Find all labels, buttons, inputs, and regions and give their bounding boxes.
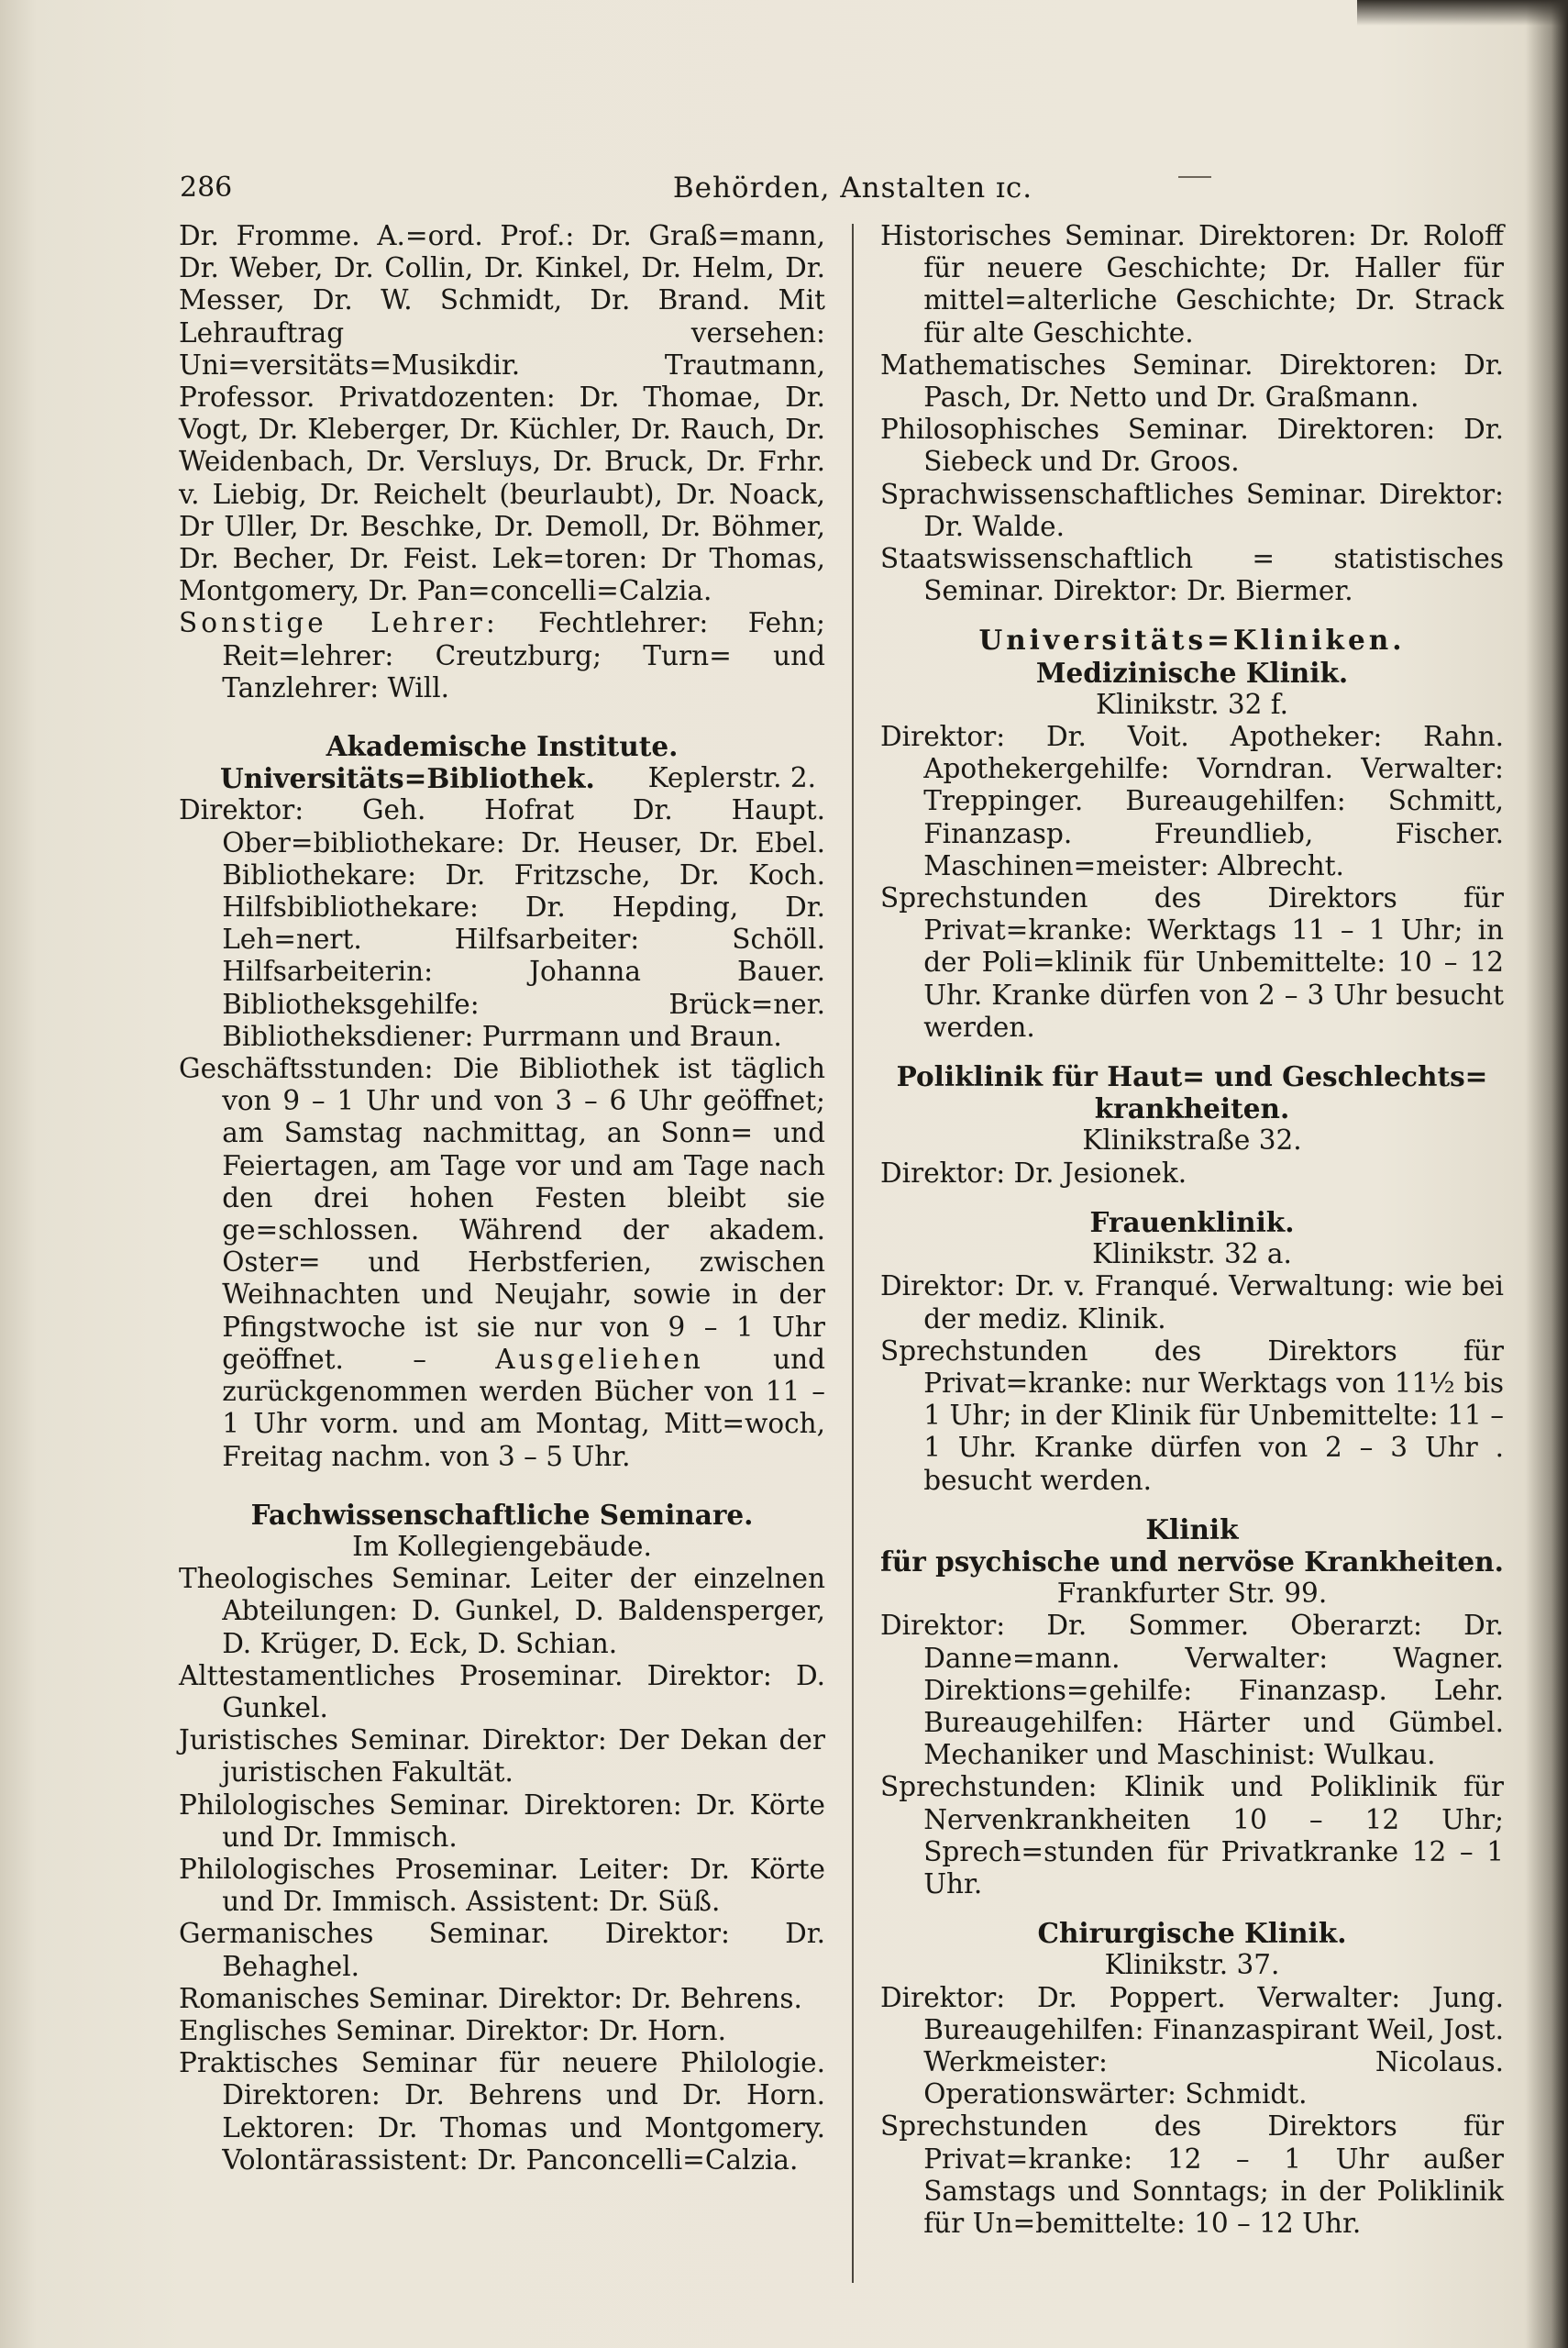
clinic-staff: Direktor: Dr. Sommer. Oberarzt: Dr. Danne=mann. Verwalter: Wagner. Direktions=gehilfe: Finanzasp. Lehr. Bureaugehilfen: Härter und Gümbel. Mechaniker und Maschinist: Wulkau.: [880, 1610, 1504, 1771]
seminar-entry: Historisches Seminar. Direktoren: Dr. Roloff für neuere Geschichte; Dr. Haller für mittel=alterliche Geschichte; Dr. Strack für alte Geschichte.: [880, 220, 1504, 349]
seminar-entry: Philosophisches Seminar. Direktoren: Dr. Siebeck und Dr. Groos.: [880, 414, 1504, 478]
seminar-entry: Mathematisches Seminar. Direktoren: Dr. Pasch, Dr. Netto und Dr. Graßmann.: [880, 349, 1504, 414]
clinic-address-surgery: Klinikstr. 37.: [1104, 1949, 1280, 1981]
clinic-title-medical: Medizinische Klinik.: [1035, 656, 1349, 689]
clinic-staff: Direktor: Dr. Jesionek.: [880, 1157, 1187, 1189]
clinic-title-dermatology-cont: krankheiten.: [1094, 1092, 1290, 1125]
book-edge-shadow: [1357, 0, 1568, 26]
seminars-location: Im Kollegiengebäude.: [352, 1530, 652, 1562]
section-heading-institutes: Akademische Institute.: [326, 730, 679, 763]
clinic-hours: Sprechstunden des Direktors für Privat=kranke: 12 – 1 Uhr außer Samstags und Sonntags; in der Poliklinik für Un=bemittelte: 10 – 12 Uhr.: [880, 2110, 1504, 2239]
section-heading-clinics: Universitäts=Kliniken.: [978, 624, 1406, 657]
clinic-hours: Sprechstunden des Direktors für Privat=kranke: Werktags 11 – 1 Uhr; in der Poli=klinik für Unbemittelte: 10 – 12 Uhr. Kranke dürfen von 2 – 3 Uhr besucht werden.: [880, 882, 1504, 1043]
library-heading: [179, 762, 825, 794]
clinic-title-women: Frauenklinik.: [1089, 1205, 1295, 1238]
header-mark: [1178, 176, 1211, 178]
clinic-address-dermatology: Klinikstraße 32.: [1082, 1124, 1302, 1157]
seminar-entry: Romanisches Seminar. Direktor: Dr. Behrens.: [179, 1982, 802, 2014]
seminar-entry: Juristisches Seminar. Direktor: Der Dekan der juristischen Fakultät.: [179, 1724, 825, 1789]
clinic-staff: Direktor: Dr. v. Franqué. Verwaltung: wie bei der mediz. Klinik.: [880, 1270, 1504, 1335]
library-address: Keplerstr. 2.: [647, 762, 816, 794]
book-gutter-shadow: [1526, 0, 1568, 2348]
seminar-entry: Alttestamentliches Proseminar. Direktor: D. Gunkel.: [179, 1659, 825, 1723]
clinic-address-women: Klinikstr. 32 a.: [1092, 1238, 1292, 1270]
seminar-entry: Germanisches Seminar. Direktor: Dr. Behaghel.: [179, 1918, 825, 1982]
faculty-list: Dr. Fromme. A.=ord. Prof.: Dr. Graß=mann, Dr. Weber, Dr. Collin, Dr. Kinkel, Dr. Helm, Dr. Messer, Dr. W. Schmidt, Dr. Brand. Mit Lehrauftrag versehen: Uni=versitäts=Musikdir. Trautmann, Professor. Privatdozenten: Dr. Thomae, Dr. Vogt, Dr. Kleberger, Dr. Küchler, Dr. Rauch, Dr. Weidenbach, Dr. Versluys, Dr. Bruck, Dr. Frhr. v. Liebig, Dr. Reichelt (beurlaubt), Dr. Noack, Dr Uller, Dr. Beschke, Dr. Demoll, Dr. Böhmer, Dr. Becher, Dr. Feist. Lek=toren: Dr Thomas, Montgomery, Dr. Pan=concelli=Calzia.: [179, 220, 825, 607]
seminar-entry: Philologisches Seminar. Direktoren: Dr. Körte und Dr. Immisch.: [179, 1789, 825, 1853]
left-column: [179, 220, 825, 2176]
clinic-hours: Sprechstunden des Direktors für Privat=kranke: nur Werktags von 11½ bis 1 Uhr; in der Klinik für Unbemittelte: 11 – 1 Uhr. Kranke dürfen von 2 – 3 Uhr . besucht werden.: [880, 1335, 1504, 1496]
clinic-staff: Direktor: Dr. Poppert. Verwalter: Jung. Bureaugehilfen: Finanzaspirant Weil, Jost. Werkmeister: Nicolaus. Operationswärter: Schmidt.: [880, 1981, 1504, 2110]
page-header: [0, 167, 1568, 209]
library-hours: Geschäftsstunden: Die Bibliothek ist täglich von 9 – 1 Uhr und von 3 – 6 Uhr geöffnet; am Samstag nachmittag, an Sonn= und Feiertagen, am Tage vor und am Tage nach den drei hohen Festen bleibt sie ge=schlossen. Während der akadem. Oster= und Herbstferien, zwischen Weihnachten und Neujahr, sowie in der Pfingstwoche ist sie nur von 9 – 1 Uhr geöffnet. – Ausgeliehen und zurückgenommen werden Bücher von 11 – 1 Uhr vorm. und am Montag, Mitt=woch, Freitag nachm. von 3 – 5 Uhr.: [179, 1053, 825, 1472]
seminar-entry: Praktisches Seminar für neuere Philologie. Direktoren: Dr. Behrens und Dr. Horn. Lektoren: Dr. Thomas und Montgomery. Volontärassistent: Dr. Panconcelli=Calzia.: [179, 2047, 825, 2176]
other-teachers: Sonstige Lehrer: Fechtlehrer: Fehn; Reit=lehrer: Creutzburg; Turn= und Tanzlehrer: Will.: [179, 607, 825, 703]
clinic-address-medical: Klinikstr. 32 f.: [1096, 688, 1288, 720]
page-number: 286: [180, 172, 233, 204]
clinic-title-dermatology: Poliklinik für Haut= und Geschlechts=: [896, 1060, 1488, 1093]
seminar-entry: Staatswissenschaftlich = statistisches Seminar. Direktor: Dr. Biermer.: [880, 543, 1504, 607]
right-column: [880, 220, 1504, 2240]
clinic-hours: Sprechstunden: Klinik und Poliklinik für Nervenkrankheiten 10 – 12 Uhr; Sprech=stunden für Privatkranke 12 – 1 Uhr.: [880, 1771, 1504, 1899]
seminar-entry: Englisches Seminar. Direktor: Dr. Horn.: [179, 2014, 726, 2046]
library-staff: Direktor: Geh. Hofrat Dr. Haupt. Ober=bibliothekare: Dr. Heuser, Dr. Ebel. Bibliothekare: Dr. Fritzsche, Dr. Koch. Hilfsbibliothekare: Dr. Hepding, Dr. Leh=nert. Hilfsarbeiter: Schöll. Hilfsarbeiterin: Johanna Bauer. Bibliotheksgehilfe: Brück=ner. Bibliotheksdiener: Purrmann und Braun.: [179, 794, 825, 1052]
clinic-title-psych-cont: für psychische und nervöse Krankheiten.: [880, 1545, 1504, 1578]
clinic-address-psych: Frankfurter Str. 99.: [1056, 1578, 1328, 1610]
seminar-entry: Sprachwissenschaftliches Seminar. Direktor: Dr. Walde.: [880, 478, 1504, 542]
clinic-title-psych: Klinik: [1145, 1512, 1239, 1545]
library-title: Universitäts=Bibliothek.: [220, 762, 595, 795]
clinic-staff: Direktor: Dr. Voit. Apotheker: Rahn. Apothekergehilfe: Vorndran. Verwalter: Treppinger. Bureaugehilfen: Schmitt, Finanzasp. Freundlieb, Fischer. Maschinen=meister: Albrecht.: [880, 721, 1504, 881]
column-rule: [852, 224, 854, 2283]
running-head: Behörden, Anstalten ɪc.: [672, 172, 1033, 205]
seminar-entry: Philologisches Proseminar. Leiter: Dr. Körte und Dr. Immisch. Assistent: Dr. Süß.: [179, 1853, 825, 1918]
clinic-title-surgery: Chirurgische Klinik.: [1037, 1917, 1347, 1950]
section-heading-seminars: Fachwissenschaftliche Seminare.: [250, 1498, 754, 1531]
seminar-entry: Theologisches Seminar. Leiter der einzelnen Abteilungen: D. Gunkel, D. Baldensperger, D. Krüger, D. Eck, D. Schian.: [179, 1563, 825, 1659]
